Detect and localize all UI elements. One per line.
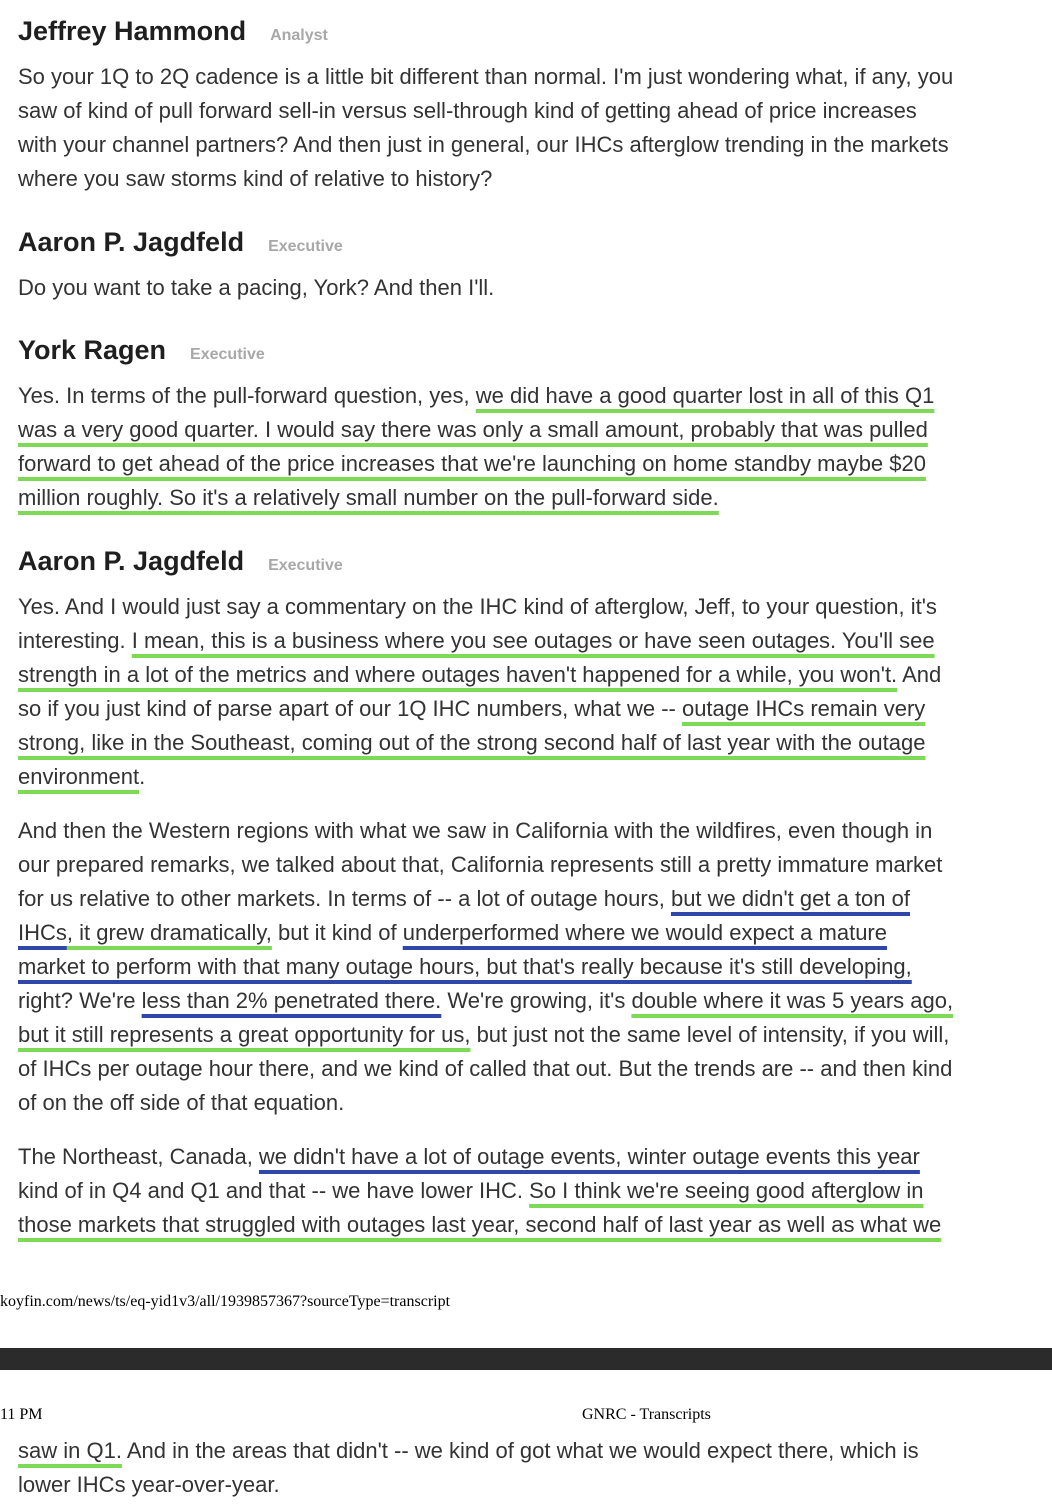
text-line	[18, 624, 1052, 658]
text-segment: And then the Western regions with what we saw in California with the wildfires, even though in	[18, 818, 933, 843]
text-line	[18, 60, 1052, 94]
turn-text	[18, 814, 1052, 1120]
highlight-green: double where it was 5 years ago,	[631, 988, 954, 1013]
text-segment: where you saw storms kind of relative to history?	[18, 166, 493, 191]
turn-text	[18, 590, 1052, 794]
text-line	[18, 271, 1052, 305]
text-line	[18, 1086, 1052, 1120]
text-segment: And in the areas that didn't -- we kind of got what we would expect there, which is	[121, 1438, 919, 1463]
highlight-green: outage IHCs remain very	[681, 696, 926, 721]
text-segment: with your channel partners? And then just in general, our IHCs afterglow trending in the markets	[18, 132, 949, 157]
text-line	[18, 1018, 1052, 1052]
text-line	[18, 94, 1052, 128]
text-line	[18, 379, 1052, 413]
text-line	[18, 1140, 1052, 1174]
text-line	[18, 984, 1052, 1018]
speaker-name: Aaron P. Jagdfeld	[18, 546, 245, 576]
highlight-blue: less than 2% penetrated there.	[141, 988, 442, 1013]
speaker-name: York Ragen	[18, 335, 167, 365]
page-break-divider	[0, 1348, 1052, 1370]
speaker-name: Jeffrey Hammond	[18, 16, 247, 46]
text-line	[18, 162, 1052, 196]
text-line	[18, 1434, 1052, 1468]
text-segment: lower IHCs year-over-year.	[18, 1472, 280, 1497]
highlight-green: I mean, this is a business where you see outages or have seen outages. You'll see	[131, 628, 935, 653]
highlight-blue: market to perform with that many outage hours, but that's really because it's still developing,	[18, 954, 912, 979]
highlight-blue: IHCs	[18, 920, 67, 945]
highlight-green: was a very good quarter. I would say there was only a small amount, probably that was pulled	[18, 417, 928, 442]
highlight-green: strong, like in the Southeast, coming out of the strong second half of last year with the outage	[18, 730, 926, 755]
highlight-green: environment	[18, 764, 140, 789]
text-segment: but it kind of	[271, 920, 403, 945]
turn-text	[18, 271, 1052, 305]
text-line	[18, 1052, 1052, 1086]
text-line	[18, 658, 1052, 692]
text-line	[18, 413, 1052, 447]
text-line	[18, 128, 1052, 162]
highlight-green: we did have a good quarter lost in all of this Q1	[475, 383, 935, 408]
text-segment: saw of kind of pull forward sell-in versus sell-through kind of getting ahead of price increases	[18, 98, 917, 123]
text-line	[18, 692, 1052, 726]
text-segment: of on the off side of that equation.	[18, 1090, 345, 1115]
text-line	[18, 848, 1052, 882]
speaker-name: Aaron P. Jagdfeld	[18, 227, 245, 257]
text-line	[18, 1468, 1052, 1502]
speaker-header	[18, 227, 343, 258]
text-line	[18, 481, 1052, 515]
text-segment: kind of in Q4 and Q1 and that -- we have lower IHC.	[18, 1178, 530, 1203]
text-segment: Yes. In terms of the pull-forward question, yes,	[18, 383, 476, 408]
text-line	[18, 916, 1052, 950]
turn-text	[18, 379, 1052, 515]
speaker-role-badge: Executive	[268, 238, 343, 255]
highlight-green: saw in Q1.	[18, 1438, 122, 1463]
speaker-header	[18, 16, 328, 47]
text-segment: our prepared remarks, we talked about that, California represents still a pretty immature market	[18, 852, 943, 877]
text-line	[18, 814, 1052, 848]
speaker-role-badge: Executive	[268, 557, 343, 574]
turn-text-continued	[18, 1434, 1052, 1502]
highlight-green: million roughly. So it's a relatively small number on the pull-forward side.	[18, 485, 719, 510]
text-line	[18, 882, 1052, 916]
highlight-green: but it still represents a great opportunity for us,	[18, 1022, 471, 1047]
highlight-blue: underperformed where we would expect a mature	[402, 920, 887, 945]
page-footer-url: koyfin.com/news/ts/eq-yid1v3/all/1939857367?sourceType=transcript	[0, 1293, 451, 1310]
highlight-green: So I think we're seeing good afterglow in	[529, 1178, 924, 1203]
highlight-green: forward to get ahead of the price increases that we're launching on home standby maybe $20	[18, 451, 926, 476]
text-line	[18, 447, 1052, 481]
speaker-header	[18, 546, 343, 577]
speaker-role-badge: Executive	[190, 346, 265, 363]
text-segment: for us relative to other markets. In terms of -- a lot of outage hours,	[18, 886, 671, 911]
page-header-time: 11 PM	[0, 1406, 43, 1423]
highlight-blue: but we didn't get a ton of	[670, 886, 910, 911]
speaker-role-badge: Analyst	[270, 27, 328, 44]
speaker-header	[18, 335, 265, 366]
text-segment: Yes. And I would just say a commentary on the IHC kind of afterglow, Jeff, to your question, it's	[18, 594, 937, 619]
text-segment: of IHCs per outage hour there, and we kind of called that out. But the trends are -- and then kind	[18, 1056, 953, 1081]
highlight-green: strength in a lot of the metrics and where outages haven't happened for a while, you won't.	[18, 662, 898, 687]
text-segment: right? We're	[18, 988, 142, 1013]
turn-text	[18, 60, 1052, 196]
text-line	[18, 760, 1052, 794]
text-segment: And	[897, 662, 942, 687]
text-line	[18, 726, 1052, 760]
highlight-green: those markets that struggled with outages last year, second half of last year as well as what we	[18, 1212, 942, 1237]
text-segment: but just not the same level of intensity, if you will,	[470, 1022, 950, 1047]
text-segment: Do you want to take a pacing, York? And then I'll.	[18, 275, 495, 300]
text-segment: The Northeast, Canada,	[18, 1144, 259, 1169]
turn-text	[18, 1140, 1052, 1242]
text-line	[18, 590, 1052, 624]
text-segment: so if you just kind of parse apart of our 1Q IHC numbers, what we --	[18, 696, 682, 721]
text-segment: interesting.	[18, 628, 132, 653]
text-segment: So your 1Q to 2Q cadence is a little bit different than normal. I'm just wondering what, if any, you	[18, 64, 954, 89]
page-header-title: GNRC - Transcripts	[582, 1406, 711, 1423]
text-line	[18, 1208, 1052, 1242]
text-segment: .	[139, 764, 146, 789]
text-line	[18, 1174, 1052, 1208]
text-line	[18, 950, 1052, 984]
text-segment: We're growing, it's	[441, 988, 632, 1013]
highlight-blue: we didn't have a lot of outage events, winter outage events this year	[258, 1144, 920, 1169]
highlight-green: , it grew dramatically,	[66, 920, 272, 945]
